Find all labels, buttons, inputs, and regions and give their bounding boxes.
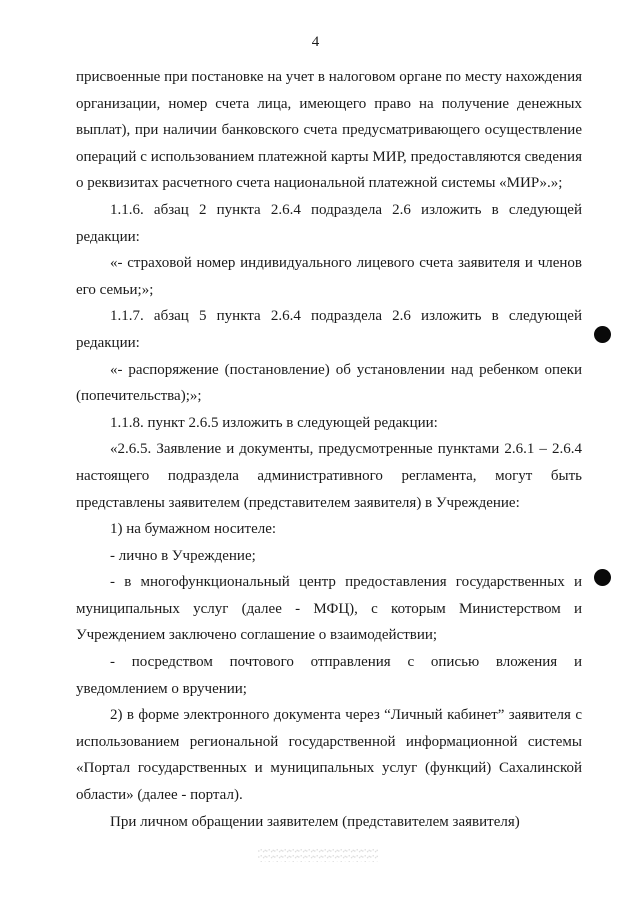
punch-hole-mark [594,569,611,586]
paragraph-1-1-7: 1.1.7. абзац 5 пункта 2.6.4 подраздела 2.6 изложить в следующей редакции: [76,308,582,351]
paragraph-1-1-6: 1.1.6. абзац 2 пункта 2.6.4 подраздела 2.6 изложить в следующей редакции: [76,201,582,245]
page-number: 4 [311,34,320,50]
scan-artifact [258,848,378,862]
paragraph-snils-item: «- страховой номер индивидуального лицевого счета заявителя и членов его семьи;»; [76,255,582,298]
paragraph-guardianship-item: «- распоряжение (постановление) об установлении над ребенком опеки (попечительства);»; [76,361,582,405]
paragraph-1-1-8: 1.1.8. пункт 2.6.5 изложить в следующей редакции: [110,414,438,431]
punch-hole-mark [594,326,611,343]
document-body [76,64,582,835]
paragraph-continuation: присвоенные при постановке на учет в налоговом органе по месту нахождения организации, номер счета лица, имеющего право на получение денежных выплат), при наличии банковского счета предусматривающего осуществление операций с использованием платежной карты МИР, предоставляются сведения о реквизитах расчетного счета национальной платежной системы «МИР».»; [76,69,582,192]
paragraph-personal-appeal: При личном обращении заявителем (представителем заявителя) [110,813,520,830]
paragraph-postal: - посредством почтового отправления с описью вложения и уведомлением о вручении; [76,654,582,697]
paragraph-electronic: 2) в форме электронного документа через “Личный кабинет” заявителя с использованием региональной государственной информационной системы «Портал государственных и муниципальных услуг (функций) Сахалинской области» (далее - портал). [76,707,582,804]
paragraph-mfc: - в многофункциональный центр предоставления государственных и муниципальных услуг (далее - МФЦ), с которым Министерством и Учреждением заключено соглашение о взаимодействии; [76,574,582,644]
paragraph-in-person: - лично в Учреждение; [110,547,256,564]
paragraph-paper-medium: 1) на бумажном носителе: [110,521,277,538]
paragraph-2-6-5: «2.6.5. Заявление и документы, предусмотренные пунктами 2.6.1 – 2.6.4 настоящего подраздела административного регламента, могут быть представлены заявителем (представителем заявителя) в Учреждение: [76,441,582,511]
